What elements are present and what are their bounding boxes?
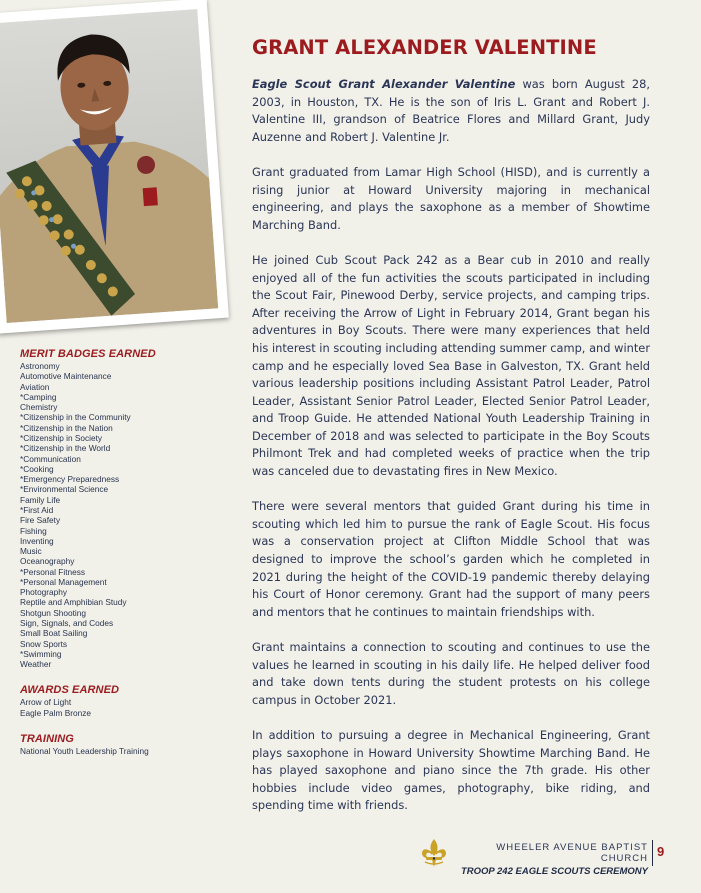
portrait-photo: [0, 0, 229, 334]
training-heading: TRAINING: [20, 733, 74, 745]
merit-badge-item: Aviation: [20, 381, 50, 392]
training-section: [20, 733, 220, 756]
portrait-image: [0, 9, 218, 323]
merit-badge-item: Small Boat Sailing: [20, 628, 88, 639]
merit-badge-item: *Citizenship in Society: [20, 432, 103, 443]
merit-badge-item: Snow Sports: [20, 638, 68, 649]
award-item: Eagle Palm Bronze: [20, 707, 92, 718]
bio-paragraph-6: In addition to pursuing a degree in Mechanical Engineering, Grant plays saxophone in Howard University Showtime Marching Band. He has played saxophone and piano since the 7th grade. His other hobbies include video games, photography, bike riding, and spending time with friends.: [252, 727, 650, 813]
awards-section: [20, 684, 220, 718]
merit-badge-item: *Camping: [20, 391, 57, 402]
merit-badge-item: Photography: [20, 587, 68, 598]
merit-badge-item: Fishing: [20, 525, 47, 536]
merit-badges-heading: MERIT BADGES EARNED: [20, 348, 156, 360]
awards-heading: AWARDS EARNED: [20, 684, 120, 697]
merit-badge-item: Family Life: [20, 494, 61, 505]
bio-paragraph-1-text: was born August 28, 2003, in Houston, TX. He is the son of Iris L. Grant and Robert J. Valentine III, grandson of Beatrice Flores and Millard Grant, Judy Auzenne and Robert J. Valentine Jr.: [252, 77, 650, 144]
merit-badge-item: *Emergency Preparedness: [20, 474, 120, 485]
bio-paragraph-3: He joined Cub Scout Pack 242 as a Bear cub in 2010 and really enjoyed all of the fun activities the scouts participated in including the Scout Fair, Pinewood Derby, service projects, and camping trips. After receiving the Arrow of Light in February 2014, Grant began his adventures in Boy Scouts. There were many experiences that held his interest in scouting including attending summer camp, and winter camp and he especially loved Sea Base in Galveston, TX. Grant held various leadership positions including Assistant Patrol Leader, Patrol Leader, Assistant Senior Patrol Leader, Elected Senior Patrol Leader, and Troop Guide. He attended National Youth Leadership Training in December of 2018 and was selected to participate in the Boy Scouts Philmont Trek and had completed weeks of practice when the trip was canceled due to devastating fires in New Mexico.: [252, 252, 650, 479]
award-item: Arrow of Light: [20, 697, 72, 708]
bio-paragraph-2: Grant graduated from Lamar High School (HISD), and is currently a rising junior at Howard University majoring in mechanical engineering, and plays the saxophone as a member of Showtime Marching Band.: [252, 164, 650, 232]
merit-badge-item: Reptile and Amphibian Study: [20, 597, 127, 608]
merit-badge-item: Automotive Maintenance: [20, 371, 112, 382]
merit-badge-item: *Personal Fitness: [20, 566, 86, 577]
merit-badge-item: Chemistry: [20, 402, 58, 413]
merit-badge-item: *Environmental Science: [20, 484, 109, 495]
merit-badge-item: Sign, Signals, and Codes: [20, 618, 114, 629]
awards-list: [20, 697, 220, 718]
merit-badge-item: *Cooking: [20, 463, 54, 474]
merit-badges-list: [20, 361, 220, 669]
merit-badge-item: Inventing: [20, 535, 54, 546]
footer: [420, 836, 680, 877]
merit-badge-item: Oceanography: [20, 556, 75, 567]
training-list: [20, 746, 220, 756]
page-number: 9: [657, 844, 665, 859]
biography: [252, 76, 650, 815]
sidebar: [20, 348, 220, 756]
merit-badge-item: *Personal Management: [20, 576, 107, 587]
merit-badges-section: [20, 348, 220, 669]
training-item: National Youth Leadership Training: [20, 746, 149, 756]
ceremony-name: TROOP 242 EAGLE SCOUTS CEREMONY: [460, 866, 648, 877]
bio-lead: Eagle Scout Grant Alexander Valentine: [252, 77, 516, 91]
bio-paragraph-1: [252, 76, 650, 146]
fleur-de-lis-icon: [420, 838, 448, 868]
merit-badge-item: Music: [20, 546, 42, 557]
merit-badge-item: *Citizenship in the World: [20, 443, 111, 454]
merit-badge-item: *Swimming: [20, 648, 62, 659]
footer-divider: [652, 840, 653, 866]
footer-text: [454, 842, 648, 877]
merit-badge-item: Shotgun Shooting: [20, 607, 86, 618]
bio-paragraph-4: There were several mentors that guided Grant during his time in scouting which led him to pursue the rank of Eagle Scout. His focus was a conservation project at Clifton Middle School that was designed to improve the school’s garden which he completed in 2021 during the height of the COVID-19 pandemic thereby delaying his Court of Honor ceremony. Grant had the support of many peers and mentors that he continues to maintain friendships with.: [252, 499, 650, 619]
bio-paragraph-5: Grant maintains a connection to scouting and continues to use the values he learned in scouting in his daily life. He helped deliver food and take down tents during the student protests on his college campus in October 2021.: [252, 640, 650, 707]
main-content: [252, 36, 650, 833]
page-title: GRANT ALEXANDER VALENTINE: [252, 36, 597, 59]
merit-badge-item: *Communication: [20, 453, 81, 464]
merit-badge-item: *First Aid: [20, 504, 54, 515]
church-name: WHEELER AVENUE BAPTIST CHURCH: [496, 842, 648, 864]
merit-badge-item: Astronomy: [20, 361, 60, 371]
merit-badge-item: Weather: [20, 659, 52, 670]
merit-badge-item: *Citizenship in the Nation: [20, 422, 113, 433]
merit-badge-item: Fire Safety: [20, 515, 61, 526]
merit-badge-item: *Citizenship in the Community: [20, 412, 131, 423]
